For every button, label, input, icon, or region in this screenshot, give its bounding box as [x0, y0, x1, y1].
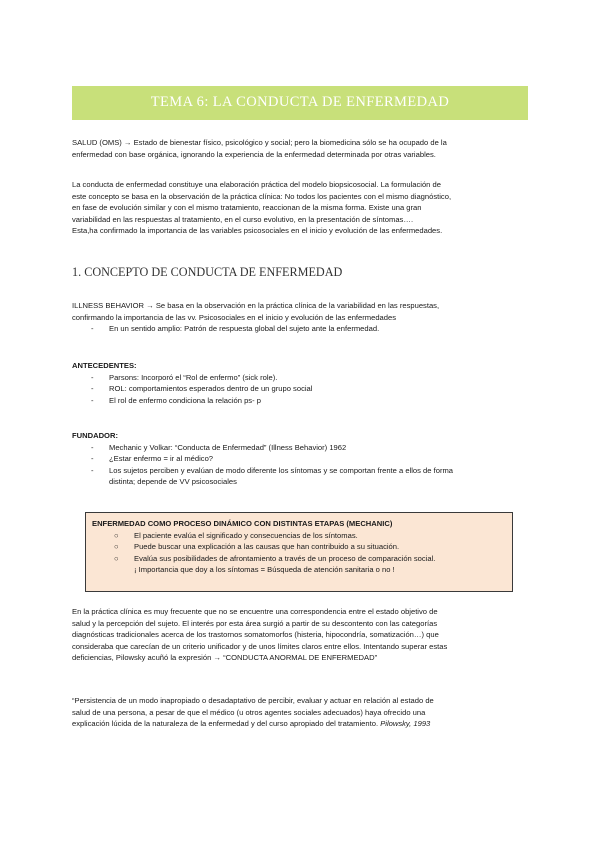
text-line: distinta; depende de VV psicosociales [109, 477, 237, 486]
text-line: consideraba que carecían de un criterio unificador y de unos límites claros entre ellos. Intentando superar estas [72, 641, 448, 651]
list-item: - ¿Estar enfermo = ir al médico? [72, 453, 528, 465]
text-line: enfermedad con base orgánica, ignorando la experiencia de la enfermedad determinada por otras variables. [72, 149, 436, 159]
list-item [92, 541, 506, 553]
text-line: salud de una persona, a pesar de que el médico (u otros agentes sociales adecuados) haya ofrecido una [72, 707, 426, 717]
fundador-section [72, 430, 528, 488]
list-item [92, 553, 506, 565]
fundador-list [72, 442, 528, 488]
section-heading: 1. CONCEPTO DE CONDUCTA DE ENFERMEDAD [72, 265, 343, 279]
fundador-label: FUNDADOR: [72, 431, 118, 440]
text-line: salud y la percepción del sujeto. El interés por esta área surgió a partir de su descontento con las categorías [72, 618, 438, 628]
text-line: ILLNESS BEHAVIOR → Se basa en la observación en la práctica clínica de la variabilidad en las respuestas, [72, 301, 440, 310]
conducta-paragraph [72, 179, 528, 237]
stages-list [92, 530, 506, 576]
list-item [92, 564, 506, 576]
quote-text: explicación lúcida de la naturaleza de la enfermedad y del curso apropiado del tratamiento. [72, 719, 379, 728]
text-line: Esta,ha confirmado la importancia de las variables psicosociales en el inicio y evolución de las enfermedades. [72, 226, 443, 235]
list-item: - En un sentido amplio: Patrón de respuesta global del sujeto ante la enfermedad. [72, 323, 528, 335]
text-line: SALUD (OMS) → Estado de bienestar físico, psicológico y social; pero la biomedicina sólo se ha ocupado de la [72, 138, 447, 147]
text-line: deficiencias, Pilowsky acuñó la expresión → “CONDUCTA ANORMAL DE ENFERMEDAD” [72, 653, 378, 662]
list-item: - ROL: comportamientos esperados dentro de un grupo social [72, 383, 528, 395]
list-item: - Mechanic y Volkar: “Conducta de Enfermedad” (Illness Behavior) 1962 [72, 442, 528, 454]
circle-bullet-icon: ○ [114, 542, 119, 551]
mechanic-stages-box [85, 512, 513, 592]
item-text: El paciente evalúa el significado y consecuencias de los síntomas. [134, 530, 358, 540]
text-line: este concepto se basa en la observación de la práctica clínica: No todos los pacientes con el mismo diagnóstico, [72, 191, 452, 201]
text-line: Los sujetos perciben y evalúan de modo diferente los síntomas y se comportan frente a ellos de forma [109, 465, 454, 475]
clinica-paragraph [72, 606, 528, 664]
page-title: TEMA 6: LA CONDUCTA DE ENFERMEDAD [150, 94, 450, 111]
illness-list [72, 323, 528, 335]
text-line: variabilidad en las respuestas al tratamiento, en el curso evolutivo, en la presentación de síntomas…. [72, 214, 414, 224]
text-line [72, 718, 528, 730]
quote-citation: Pilowsky, 1993 [380, 719, 431, 728]
antecedentes-label: ANTECEDENTES: [72, 361, 137, 370]
importance-note: ¡ Importancia que doy a los síntomas = Búsqueda de atención sanitaria o no ! [134, 565, 395, 574]
salud-paragraph [72, 137, 528, 160]
text-line: En la práctica clínica es muy frecuente que no se encuentre una correspondencia entre el estado objetivo de [72, 607, 438, 616]
antecedentes-list [72, 372, 528, 407]
list-item [92, 530, 506, 542]
pilowsky-quote [72, 695, 528, 730]
list-item: - Parsons: Incorporó el “Rol de enfermo” (sick role). [72, 372, 528, 384]
box-title: ENFERMEDAD COMO PROCESO DINÁMICO CON DISTINTAS ETAPAS (MECHANIC) [92, 519, 393, 528]
illness-behavior-paragraph [72, 300, 528, 335]
antecedentes-section [72, 360, 528, 406]
list-item [72, 465, 528, 488]
text-line: La conducta de enfermedad constituye una elaboración práctica del modelo biopsicosocial. La formulación de [72, 180, 441, 189]
item-text: Evalúa sus posibilidades de afrontamiento a través de un proceso de comparación social. [134, 553, 436, 563]
title-banner [72, 86, 528, 120]
item-text: Puede buscar una explicación a las causas que han contribuido a su situación. [134, 542, 400, 551]
circle-bullet-icon: ○ [114, 530, 119, 540]
text-line: en fase de evolución similar y con el mismo tratamiento, reaccionan de la misma forma. Existe una gran [72, 203, 422, 212]
text-line: confirmando la importancia de las vv. Psicosociales en el inicio y evolución de las enfermedades [72, 312, 397, 322]
list-item: - El rol de enfermo condiciona la relación ps- p [72, 395, 528, 407]
circle-bullet-icon: ○ [114, 553, 119, 563]
text-line: “Persistencia de un modo inapropiado o desadaptativo de percibir, evaluar y actuar en relación al estado de [72, 696, 434, 705]
text-line: diagnósticas tradicionales acerca de los trastornos somatomorfos (histeria, hipocondría, somatización…) que [72, 630, 439, 639]
